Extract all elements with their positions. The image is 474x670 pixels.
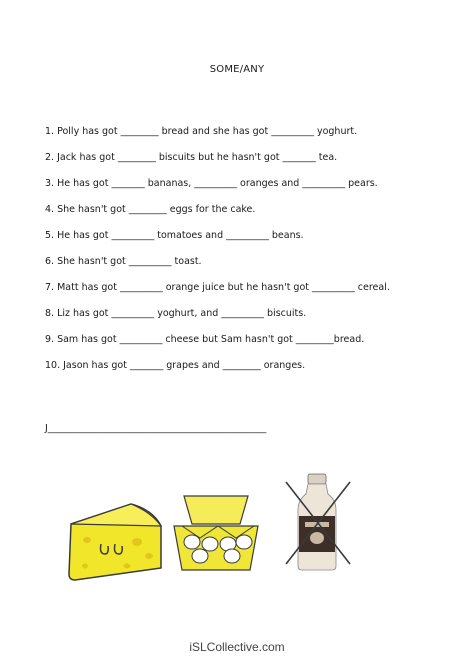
- exercise-sentence: 9. Sam has got _________ cheese but Sam hasn't got ________bread.: [45, 334, 365, 345]
- exercise-list: [45, 126, 445, 386]
- egg-carton-image: [170, 490, 262, 574]
- exercise-sentence: 6. She hasn't got _________ toast.: [45, 256, 202, 267]
- watermark-text: iSLCollective.com: [189, 640, 285, 654]
- exercise-sentence: 4. She hasn't got ________ eggs for the cake.: [45, 204, 256, 215]
- exercise-sentence: 8. Liz has got _________ yoghurt, and _________ biscuits.: [45, 308, 307, 319]
- exercise-sentence: 7. Matt has got _________ orange juice but he hasn't got _________ cereal.: [45, 282, 390, 293]
- exercise-sentence: 2. Jack has got ________ biscuits but he hasn't got _______ tea.: [45, 152, 338, 163]
- answer-line: J______________________________________________: [45, 423, 267, 434]
- milk-bottle-crossed-image: [278, 472, 356, 572]
- exercise-sentence: 1. Polly has got ________ bread and she has got _________ yoghurt.: [45, 126, 358, 137]
- cheese-image: [65, 496, 165, 586]
- page-title: SOME/ANY: [209, 64, 265, 75]
- exercise-sentence: 5. He has got _________ tomatoes and _________ beans.: [45, 230, 304, 241]
- exercise-sentence: 3. He has got _______ bananas, _________ oranges and _________ pears.: [45, 178, 378, 189]
- exercise-sentence: 10. Jason has got _______ grapes and ________ oranges.: [45, 360, 306, 371]
